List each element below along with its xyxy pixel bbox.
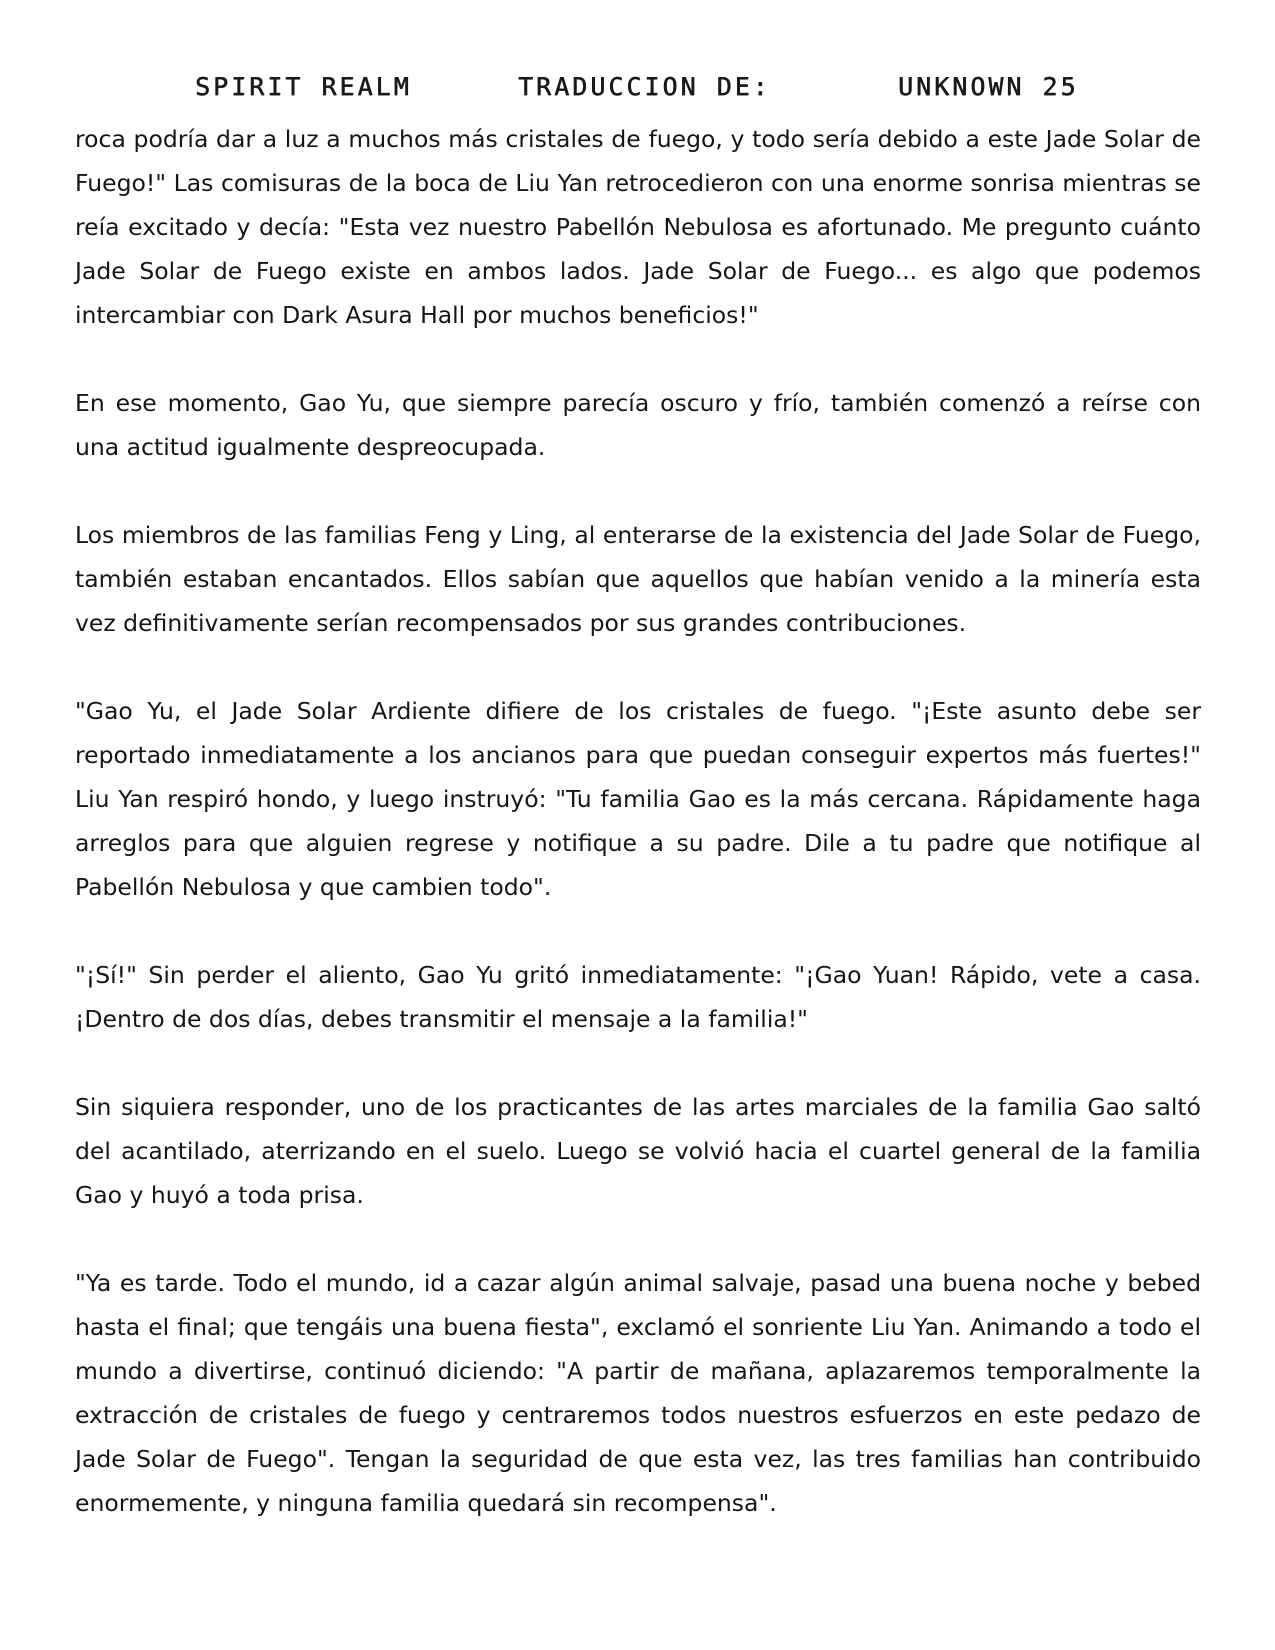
- header-series-title: SPIRIT REALM: [195, 72, 412, 101]
- paragraph: "¡Sí!" Sin perder el aliento, Gao Yu gritó inmediatamente: "¡Gao Yuan! Rápido, vete a casa. ¡Dentro de dos días, debes transmitir el mensaje a la familia!": [75, 961, 1201, 1033]
- paragraph: roca podría dar a luz a muchos más cristales de fuego, y todo sería debido a este Jade Solar de Fuego!" Las comisuras de la boca de Liu Yan retrocedieron con una enorme sonrisa mientras se reía excitado y decía: "Esta vez nuestro Pabellón Nebulosa es afortunado. Me pregunto cuánto Jade Solar de Fuego existe en ambos lados. Jade Solar de Fuego... es algo que podemos intercambiar con Dark Asura Hall por muchos beneficios!": [75, 125, 1201, 329]
- paragraph: En ese momento, Gao Yu, que siempre parecía oscuro y frío, también comenzó a reírse con una actitud igualmente despreocupada.: [75, 389, 1201, 461]
- page-header: [0, 72, 1275, 112]
- paragraph: "Gao Yu, el Jade Solar Ardiente difiere de los cristales de fuego. "¡Este asunto debe ser reportado inmediatamente a los ancianos para que puedan conseguir expertos más fuertes!" Liu Yan respiró hondo, y luego instruyó: "Tu familia Gao es la más cercana. Rápidamente haga arreglos para que alguien regrese y notifique a su padre. Dile a tu padre que notifique al Pabellón Nebulosa y que cambien todo".: [75, 697, 1201, 901]
- document-body: [75, 117, 1201, 1525]
- paragraph: "Ya es tarde. Todo el mundo, id a cazar algún animal salvaje, pasad una buena noche y bebed hasta el final; que tengáis una buena fiesta", exclamó el sonriente Liu Yan. Animando a todo el mundo a divertirse, continuó diciendo: "A partir de mañana, aplazaremos temporalmente la extracción de cristales de fuego y centraremos todos nuestros esfuerzos en este pedazo de Jade Solar de Fuego". Tengan la seguridad de que esta vez, las tres familias han contribuido enormemente, y ninguna familia quedará sin recompensa".: [75, 1269, 1201, 1517]
- header-translator-name: UNKNOWN 25: [898, 72, 1079, 101]
- header-translation-label: TRADUCCION DE:: [518, 72, 771, 101]
- paragraph: Los miembros de las familias Feng y Ling, al enterarse de la existencia del Jade Solar de Fuego, también estaban encantados. Ellos sabían que aquellos que habían venido a la minería esta vez definitivamente serían recompensados por sus grandes contribuciones.: [75, 521, 1201, 637]
- paragraph: Sin siquiera responder, uno de los practicantes de las artes marciales de la familia Gao saltó del acantilado, aterrizando en el suelo. Luego se volvió hacia el cuartel general de la familia Gao y huyó a toda prisa.: [75, 1093, 1201, 1209]
